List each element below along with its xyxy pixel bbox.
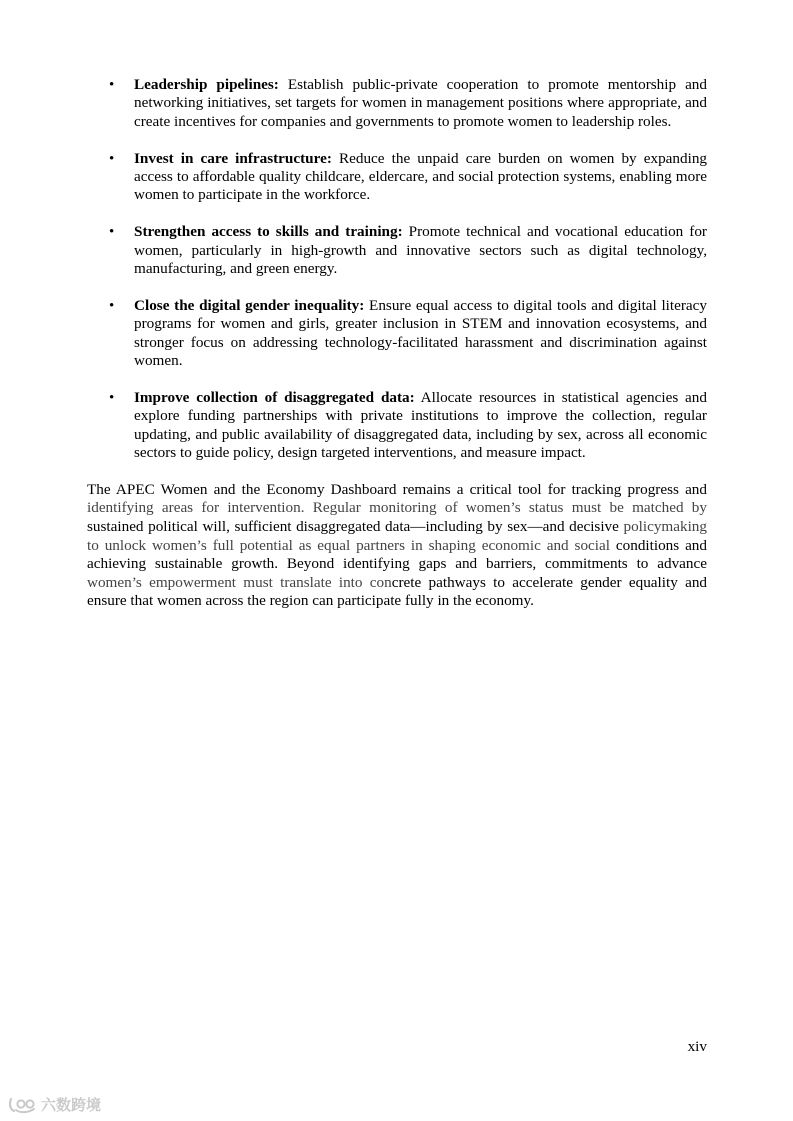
bullet-text: Allocate resources in statistical agencies and explore funding partnerships with private institutions to improve the collection, regular updating, and public availability of disaggregated data, including by sex, across all economic sectors to guide policy, design targeted interventions, and measure impact.	[134, 388, 707, 462]
recommendation-list	[87, 76, 707, 462]
closing-text-4: policymaking to unlock women’s full potential as equal partners in shaping economic and social	[87, 518, 707, 554]
closing-text-7: crete pathways to accelerate gender equality and ensure that women across the region can participate fully in the economy.	[87, 573, 708, 610]
watermark	[8, 1094, 101, 1115]
bullet-dot: •	[109, 389, 115, 406]
page-body	[87, 76, 707, 611]
bullet-dot: •	[109, 297, 115, 314]
watermark-logo-icon	[8, 1096, 38, 1114]
list-item	[87, 223, 707, 278]
bullet-dot: •	[109, 150, 115, 167]
bullet-term: Close the digital gender inequality:	[134, 296, 365, 314]
closing-text-6: women’s empowerment must translate into con	[87, 573, 392, 591]
page-number: xiv	[687, 1038, 707, 1055]
closing-text-3: sustained political will, sufficient disaggregated data—including by sex—and decisive	[87, 518, 624, 536]
bullet-text: Ensure equal access to digital tools and digital literacy programs for women and girls, greater inclusion in STEM and innovation ecosystems, and stronger focus on addressing technology-facilitated harassment and discrimination against women.	[134, 296, 707, 370]
bullet-dot: •	[109, 77, 115, 93]
bullet-dot: •	[109, 224, 115, 241]
closing-text-5: conditions and achieving sustainable growth. Beyond identifying gaps and barriers, commitments to advance	[87, 536, 707, 573]
closing-paragraph	[87, 481, 707, 611]
list-item	[87, 76, 707, 131]
bullet-term: Invest in care infrastructure:	[134, 149, 332, 167]
bullet-term: Leadership pipelines:	[134, 76, 279, 93]
list-item	[87, 297, 707, 371]
bullet-text: Reduce the unpaid care burden on women by expanding access to affordable quality childcare, eldercare, and social protection systems, enabling more women to participate in the workforce.	[134, 149, 708, 204]
bullet-term: Improve collection of disaggregated data:	[134, 388, 415, 406]
list-item	[87, 150, 707, 205]
watermark-text: 六数跨境	[41, 1096, 102, 1114]
bullet-text: Promote technical and vocational education for women, particularly in high-growth and innovative sectors such as digital technology, manufacturing, and green energy.	[134, 223, 707, 278]
bullet-term: Strengthen access to skills and training:	[134, 223, 403, 241]
closing-text-2: identifying areas for intervention. Regular monitoring of women’s status must be matched by	[87, 499, 707, 517]
closing-text-1: The APEC Women and the Economy Dashboard remains a critical tool for tracking progress and	[87, 480, 707, 498]
bullet-text: Establish public-private cooperation to promote mentorship and networking initiatives, set targets for women in management positions where appropriate, and create incentives for companies and governments to promote women to leadership roles.	[134, 76, 707, 130]
list-item	[87, 389, 707, 463]
